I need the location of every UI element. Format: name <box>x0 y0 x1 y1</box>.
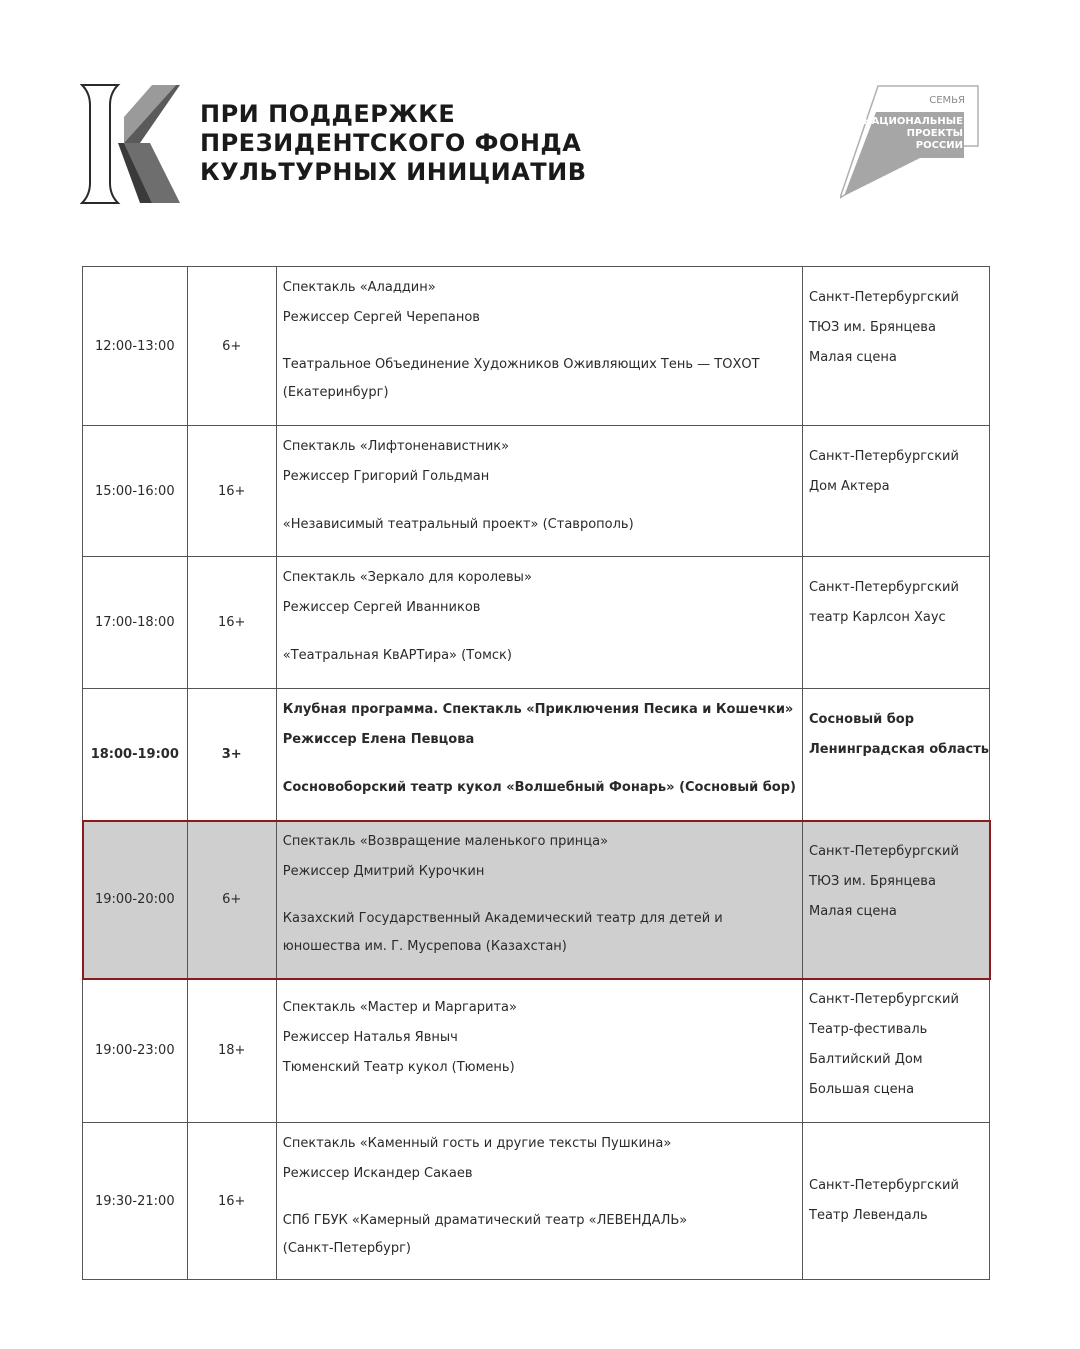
time-cell: 12:00-13:00 <box>83 267 188 426</box>
venue-cell <box>803 267 990 426</box>
event-company: СПб ГБУК «Камерный драматический театр «ЛЕВЕНДАЛЬ» <box>282 1213 688 1228</box>
venue-line: Ленинградская область <box>809 742 989 757</box>
age-cell: 3+ <box>187 689 276 821</box>
event-company-city: юношества им. Г. Мусрепова (Казахстан) <box>282 939 567 954</box>
venue-line: Санкт-Петербургский <box>809 844 959 859</box>
event-director: Режиссер Искандер Сакаев <box>282 1166 473 1181</box>
age-cell: 16+ <box>187 426 276 557</box>
venue-line: Малая сцена <box>809 350 897 365</box>
venue-cell <box>803 426 990 557</box>
table-row <box>83 557 990 689</box>
venue-cell <box>803 979 990 1123</box>
event-company-city: (Екатеринбург) <box>282 385 389 400</box>
event-company-city: (Санкт-Петербург) <box>282 1241 411 1256</box>
np-logo-top: СЕМЬЯ <box>929 95 965 106</box>
event-cell <box>276 689 802 821</box>
header-title <box>200 100 587 187</box>
event-title: Спектакль «Каменный гость и другие тексты Пушкина» <box>282 1136 672 1151</box>
event-cell <box>276 426 802 557</box>
event-title: Спектакль «Аладдин» <box>282 280 436 295</box>
table-row <box>83 426 990 557</box>
pfki-k-logo-icon <box>80 83 182 205</box>
event-company: Сосновоборский театр кукол «Волшебный Фонарь» (Сосновый бор) <box>282 780 796 795</box>
time-cell: 15:00-16:00 <box>83 426 188 557</box>
venue-line: Санкт-Петербургский <box>809 992 959 1007</box>
table-row <box>83 1123 990 1280</box>
venue-line: Большая сцена <box>809 1082 915 1097</box>
event-director: Режиссер Дмитрий Курочкин <box>282 864 485 879</box>
venue-line: Балтийский Дом <box>809 1052 923 1067</box>
event-title: Спектакль «Возвращение маленького принца» <box>282 834 609 849</box>
venue-line: театр Карлсон Хаус <box>809 610 946 625</box>
venue-cell <box>803 1123 990 1280</box>
np-logo-line-1: НАЦИОНАЛЬНЫЕ <box>863 116 963 127</box>
event-title: Клубная программа. Спектакль «Приключения Песика и Кошечки» <box>282 702 794 717</box>
venue-cell <box>803 689 990 821</box>
age-cell: 6+ <box>187 821 276 979</box>
venue-line: Санкт-Петербургский <box>809 449 959 464</box>
time-cell: 19:30-21:00 <box>83 1123 188 1280</box>
event-director: Режиссер Сергей Иванников <box>282 600 481 615</box>
time-cell: 19:00-20:00 <box>83 821 188 979</box>
header-title-line-2: ПРЕЗИДЕНТСКОГО ФОНДА <box>200 129 582 157</box>
venue-line: Театр-фестиваль <box>809 1022 928 1037</box>
table-row-highlighted <box>83 821 990 979</box>
venue-line: ТЮЗ им. Брянцева <box>809 320 936 335</box>
venue-cell <box>803 821 990 979</box>
event-company: Казахский Государственный Академический театр для детей и <box>282 911 723 926</box>
event-company: «Независимый театральный проект» (Ставрополь) <box>282 517 634 532</box>
header-title-line-3: КУЛЬТУРНЫХ ИНИЦИАТИВ <box>200 158 587 186</box>
national-projects-logo <box>840 84 980 200</box>
venue-line: Санкт-Петербургский <box>809 1178 959 1193</box>
event-company: Театральное Объединение Художников Оживляющих Тень — ТОХОТ <box>282 357 760 372</box>
age-cell: 6+ <box>187 267 276 426</box>
event-director: Режиссер Сергей Черепанов <box>282 310 480 325</box>
age-cell: 18+ <box>187 979 276 1123</box>
age-cell: 16+ <box>187 1123 276 1280</box>
venue-line: Дом Актера <box>809 479 890 494</box>
venue-line: ТЮЗ им. Брянцева <box>809 874 936 889</box>
time-cell: 17:00-18:00 <box>83 557 188 689</box>
event-director: Режиссер Григорий Гольдман <box>282 469 490 484</box>
venue-line: Сосновый бор <box>809 712 915 727</box>
table-row <box>83 689 990 821</box>
time-cell: 18:00-19:00 <box>83 689 188 821</box>
age-cell: 16+ <box>187 557 276 689</box>
event-cell <box>276 821 802 979</box>
venue-line: Санкт-Петербургский <box>809 580 959 595</box>
header-title-line-1: ПРИ ПОДДЕРЖКЕ <box>200 100 456 128</box>
event-director: Режиссер Елена Певцова <box>282 732 475 747</box>
venue-line: Санкт-Петербургский <box>809 290 959 305</box>
event-cell <box>276 267 802 426</box>
schedule-table <box>82 266 990 1280</box>
event-cell <box>276 1123 802 1280</box>
venue-line: Малая сцена <box>809 904 897 919</box>
event-title: Спектакль «Мастер и Маргарита» <box>282 1000 517 1015</box>
table-row <box>83 267 990 426</box>
event-company: Тюменский Театр кукол (Тюмень) <box>282 1060 515 1075</box>
event-title: Спектакль «Зеркало для королевы» <box>282 570 532 585</box>
table-row <box>83 979 990 1123</box>
np-logo-line-3: РОССИИ <box>915 140 963 151</box>
venue-line: Театр Левендаль <box>809 1208 928 1223</box>
venue-cell <box>803 557 990 689</box>
np-logo-line-2: ПРОЕКТЫ <box>906 128 963 139</box>
event-director: Режиссер Наталья Явныч <box>282 1030 458 1045</box>
event-company: «Театральная КвАРТира» (Томск) <box>282 648 512 663</box>
event-cell <box>276 557 802 689</box>
event-title: Спектакль «Лифтоненавистник» <box>282 439 510 454</box>
event-cell <box>276 979 802 1123</box>
time-cell: 19:00-23:00 <box>83 979 188 1123</box>
